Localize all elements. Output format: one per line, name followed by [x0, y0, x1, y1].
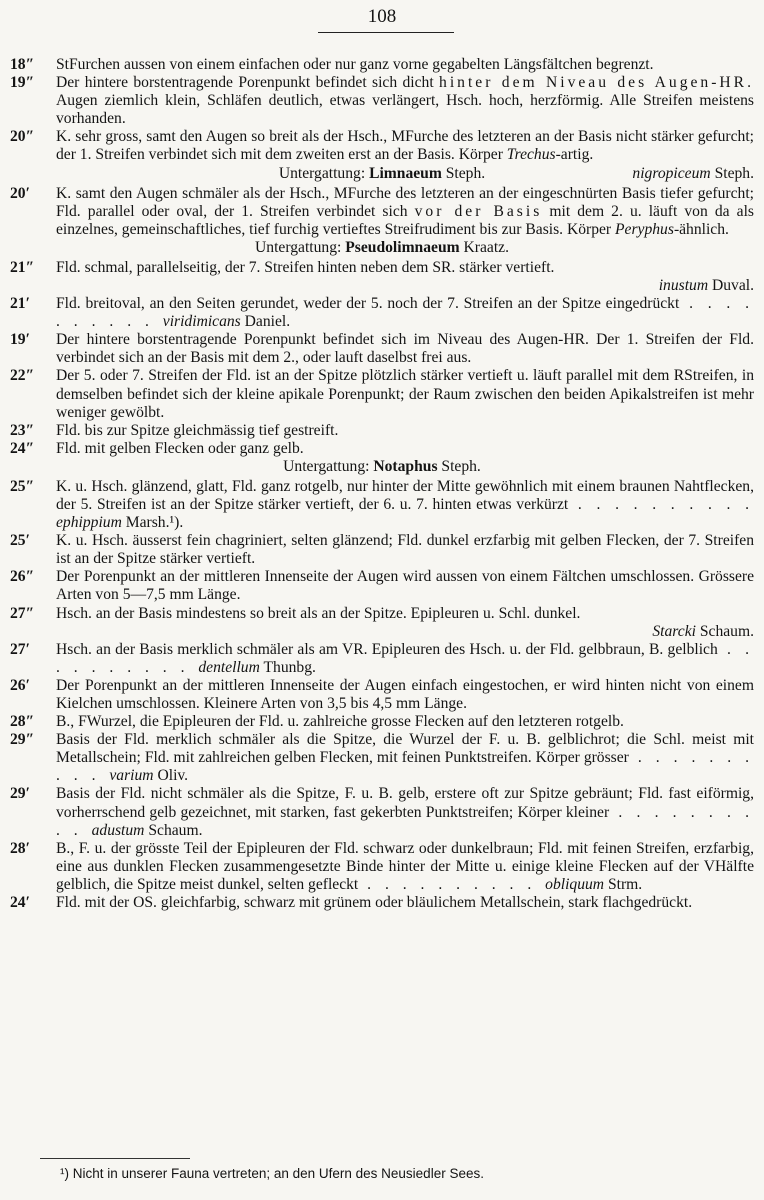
couplet-number: 19″: [10, 74, 35, 92]
couplet-body: StFurchen aussen von einem einfachen oder nur ganz vorne gegabelten Längsfältchen begrenzt.: [56, 56, 654, 73]
subgenus-label: Untergattung:: [283, 457, 374, 475]
leader-dots: . . . . . . . . . .: [358, 875, 546, 893]
couplet-body: -artig.: [555, 146, 594, 164]
couplet-text: [56, 605, 754, 623]
subgenus-author: Steph.: [441, 164, 486, 182]
couplet-number: 25′: [10, 532, 30, 550]
key-entry: [10, 185, 754, 239]
couplet-text: [56, 532, 754, 568]
couplet-number: 29′: [10, 785, 30, 803]
couplet-number: 27″: [10, 604, 35, 622]
couplet-number: 28′: [10, 839, 30, 857]
key-entry: [10, 422, 754, 440]
key-entry: [10, 713, 754, 731]
species-name: inustum: [658, 276, 709, 294]
couplet-body: Fld. breitoval, an den Seiten gerundet, weder der 5. noch der 7. Streifen an der Spitze eingedrückt: [56, 295, 680, 313]
subgenus-center: [10, 239, 754, 257]
italic-genus: Trechus: [506, 146, 556, 164]
species-name: ephippium: [56, 514, 122, 532]
key-entry: [10, 259, 754, 295]
couplet-number: 18″: [10, 56, 35, 73]
couplet-body: Der hintere borstentragende Porenpunkt befindet sich im Niveau des Augen-HR. Der 1. Streifen der Fld. verbindet sich an der Basis mit dem 2., oder lauft daselbst frei aus.: [56, 331, 754, 367]
key-entry: [10, 128, 754, 164]
footnote: ¹) Nicht in unserer Fauna vertreten; an den Ufern des Neusiedler Sees.: [60, 1166, 484, 1181]
couplet-text: [56, 185, 754, 239]
couplet-number: 26″: [10, 568, 35, 586]
couplet-text: [56, 785, 754, 839]
leader-dots: . . . . . . . . . .: [568, 495, 755, 513]
leader-dots: . . . . . . . . . .: [56, 803, 755, 839]
subgenus-heading: [10, 165, 754, 185]
species-author: Duval.: [708, 276, 754, 294]
couplet-number: 20″: [10, 128, 35, 146]
couplet-text: [56, 56, 754, 74]
species-line: [56, 277, 754, 295]
couplet-text: [56, 422, 754, 440]
species-name: dentellum: [198, 658, 260, 676]
couplet-number: 19′: [10, 331, 30, 349]
key-entry: [10, 785, 754, 839]
couplet-body: Hsch. an der Basis merklich schmäler als am VR. Epipleuren des Hsch. u. der Fld. gelbbraun, B. gelblich: [56, 640, 718, 658]
leader-dots: . . . . . . . . . .: [56, 749, 755, 785]
key-entry: [10, 894, 754, 912]
couplet-body: Hsch. an der Basis mindestens so breit als an der Spitze. Epipleuren u. Schl. dunkel.: [56, 604, 581, 622]
couplet-number: 23″: [10, 421, 35, 439]
couplet-text: [56, 894, 754, 912]
page-number: 108: [367, 6, 397, 27]
page-number-rule: [318, 32, 454, 33]
couplet-number: 21″: [10, 258, 35, 276]
couplet-number: 21′: [10, 295, 30, 313]
species-author: Marsh.¹).: [121, 514, 184, 532]
couplet-body: mit dem 2. u. läuft von da als einzelnes, gemeinschaftliches, tief furchig vertieftes Streifrudiment bis zur Basis. Körper: [56, 202, 754, 238]
key-entry: [10, 731, 754, 785]
couplet-body: Fld. mit gelben Flecken oder ganz gelb.: [56, 439, 304, 457]
couplet-text: [56, 713, 754, 731]
subgenus-heading: [10, 458, 754, 478]
couplet-text: [56, 641, 754, 677]
couplet-text: [56, 840, 754, 894]
subgenus-name: Notaphus: [373, 457, 438, 475]
couplet-body: Der Porenpunkt an der mittleren Innenseite der Augen einfach eingestochen, er wird hinten nicht von einem Kielchen umschlossen. Kleinere Arten von 3,5 bis 4,5 mm Länge.: [56, 676, 754, 712]
key-entry: [10, 677, 754, 713]
subgenus-center: [10, 458, 754, 476]
subgenus-name: Limnaeum: [369, 164, 442, 182]
couplet-body: Augen ziemlich klein, Schläfen deutlich, etwas verlängert, Hsch. hoch, herzförmig. Alle Streifen meistens vorhanden.: [56, 92, 754, 128]
couplet-number: 26′: [10, 676, 30, 694]
subgenus-name: Pseudolimnaeum: [345, 238, 460, 256]
subgenus-label: Untergattung:: [278, 164, 370, 182]
key-entry: [10, 478, 754, 532]
species-name: viridimicans: [162, 313, 241, 331]
species-author: Steph.: [710, 164, 754, 182]
key-entry: [10, 331, 754, 367]
species-author: Thunbg.: [259, 658, 316, 676]
subgenus-label: Untergattung:: [255, 238, 346, 256]
couplet-number: 24′: [10, 894, 30, 912]
subgenus-heading: [10, 239, 754, 259]
couplet-text: [56, 568, 754, 604]
key-entry: [10, 295, 754, 331]
couplet-text: [56, 128, 754, 164]
couplet-body: B., FWurzel, die Epipleuren der Fld. u. zahlreiche grosse Flecken auf den letzteren rotgelb.: [56, 713, 624, 731]
key-entry: [10, 532, 754, 568]
species-name: Starcki: [652, 622, 696, 640]
couplet-text: [56, 74, 754, 128]
couplet-body: Fld. schmal, parallelseitig, der 7. Streifen hinten neben dem SR. stärker vertieft.: [56, 258, 555, 276]
footnote-rule: [40, 1158, 190, 1159]
couplet-body: K. u. Hsch. glänzend, glatt, Fld. ganz rotgelb, nur hinter der Mitte gewöhnlich mit einem braunen Nahtflecken, der 5. Streifen ist an der Spitze stärker vertieft, der 6. u. 7. hinten etwas verkürzt: [56, 477, 754, 513]
couplet-text: [56, 478, 754, 532]
species-line: [56, 623, 754, 641]
couplet-number: 22″: [10, 367, 35, 385]
spaced-text: hinter dem Niveau des Augen-HR.: [439, 74, 754, 92]
key-entry: [10, 74, 754, 128]
couplet-text: [56, 677, 754, 713]
species-author: Schaum.: [695, 622, 754, 640]
italic-genus: Peryphus: [615, 220, 674, 238]
couplet-body: B., F. u. der grösste Teil der Epipleuren der Fld. schwarz oder dunkelbraun; Fld. mit feinen Streifen, erzfarbig, eine aus dunklen Flecken zusammengesetzte Binde hinter der Mitte u. einige kleine Flecken auf der VHälfte gelblich, die Spitze meist dunkel, selten gefleckt: [56, 839, 754, 893]
species-author: Daniel.: [240, 313, 291, 331]
key-entry: [10, 367, 754, 421]
key-entry: [10, 440, 754, 458]
species-name: adustum: [91, 821, 145, 839]
couplet-body: Basis der Fld. merklich schmäler als die Spitze, die Wurzel der F. u. B. gelblichrot; die Schl. meist mit Metallschein; Fld. mit zahlreichen gelben Flecken, mit feinen Punktstreifen. Körper grösser: [56, 731, 754, 767]
couplet-body: Der hintere borstentragende Porenpunkt befindet sich dicht: [56, 74, 440, 92]
couplet-body: Fld. mit der OS. gleichfarbig, schwarz mit grünem oder bläulichem Metallschein, stark flachgedrückt.: [56, 894, 693, 912]
couplet-text: [56, 731, 754, 785]
couplet-body: K. sehr gross, samt den Augen so breit als der Hsch., MFurche des letzteren an der Basis nicht stärker gefurcht; der 1. Streifen verbindet sich mit dem zweiten erst an der Basis. Körper: [56, 128, 754, 164]
leader-dots: . . . . . . . . . .: [56, 640, 755, 676]
couplet-text: [56, 367, 754, 421]
key-entry: [10, 568, 754, 604]
couplet-body: Basis der Fld. nicht schmäler als die Spitze, F. u. B. gelb, erstere oft zur Spitze gebräunt; Fld. fast eiförmig, vorherrschend gelb gezeichnet, mit starken, fast gekerbten Punktstreifen; Körper kleiner: [56, 785, 754, 821]
couplet-body: -ähnlich.: [673, 220, 729, 238]
key-entry: [10, 641, 754, 677]
species-author: Schaum.: [144, 821, 203, 839]
couplet-number: 27′: [10, 640, 30, 658]
leader-dots: . . . . . . . . . .: [56, 295, 754, 331]
couplet-body: K. u. Hsch. äusserst fein chagriniert, selten glänzend; Fld. dunkel erzfarbig mit gelben Flecken, der 7. Streifen ist an der Spitze stärker vertieft.: [56, 532, 754, 568]
spaced-text: vor der Basis: [414, 202, 543, 220]
species-name: varium: [109, 767, 154, 785]
subgenus-species: [632, 165, 754, 183]
couplet-text: [56, 440, 754, 458]
couplet-number: 25″: [10, 477, 35, 495]
subgenus-author: Steph.: [437, 457, 481, 475]
key-body: [10, 56, 754, 912]
couplet-body: K. samt den Augen schmäler als der Hsch., MFurche des letzteren an der eingeschnürten Basis tiefer gefurcht; Fld. parallel oder oval, der 1. Streifen verbindet sich: [56, 184, 754, 220]
subgenus-author: Kraatz.: [459, 238, 509, 256]
species-name: nigropiceum: [632, 164, 711, 182]
key-entry: [10, 56, 754, 74]
couplet-text: [56, 295, 754, 331]
couplet-body: Der Porenpunkt an der mittleren Innenseite der Augen wird aussen von einem Fältchen umschlossen. Grössere Arten von 5—7,5 mm Länge.: [56, 568, 754, 604]
species-author: Strm.: [604, 875, 643, 893]
couplet-number: 29″: [10, 731, 35, 749]
couplet-number: 24″: [10, 439, 35, 457]
species-author: Oliv.: [153, 767, 189, 785]
couplet-text: [56, 259, 754, 277]
couplet-number: 28″: [10, 713, 35, 731]
species-name: obliquum: [545, 875, 605, 893]
key-entry: [10, 605, 754, 641]
couplet-number: 20′: [10, 184, 30, 202]
couplet-body: Fld. bis zur Spitze gleichmässig tief gestreift.: [56, 421, 339, 439]
couplet-text: [56, 331, 754, 367]
key-entry: [10, 840, 754, 894]
couplet-body: Der 5. oder 7. Streifen der Fld. ist an der Spitze plötzlich stärker vertieft u. läuft parallel mit dem RStreifen, in demselben befindet sich der kleine apikale Porenpunkt; der Raum zwischen den beiden Apikalstreifen ist mehr weniger gewölbt.: [56, 367, 754, 421]
